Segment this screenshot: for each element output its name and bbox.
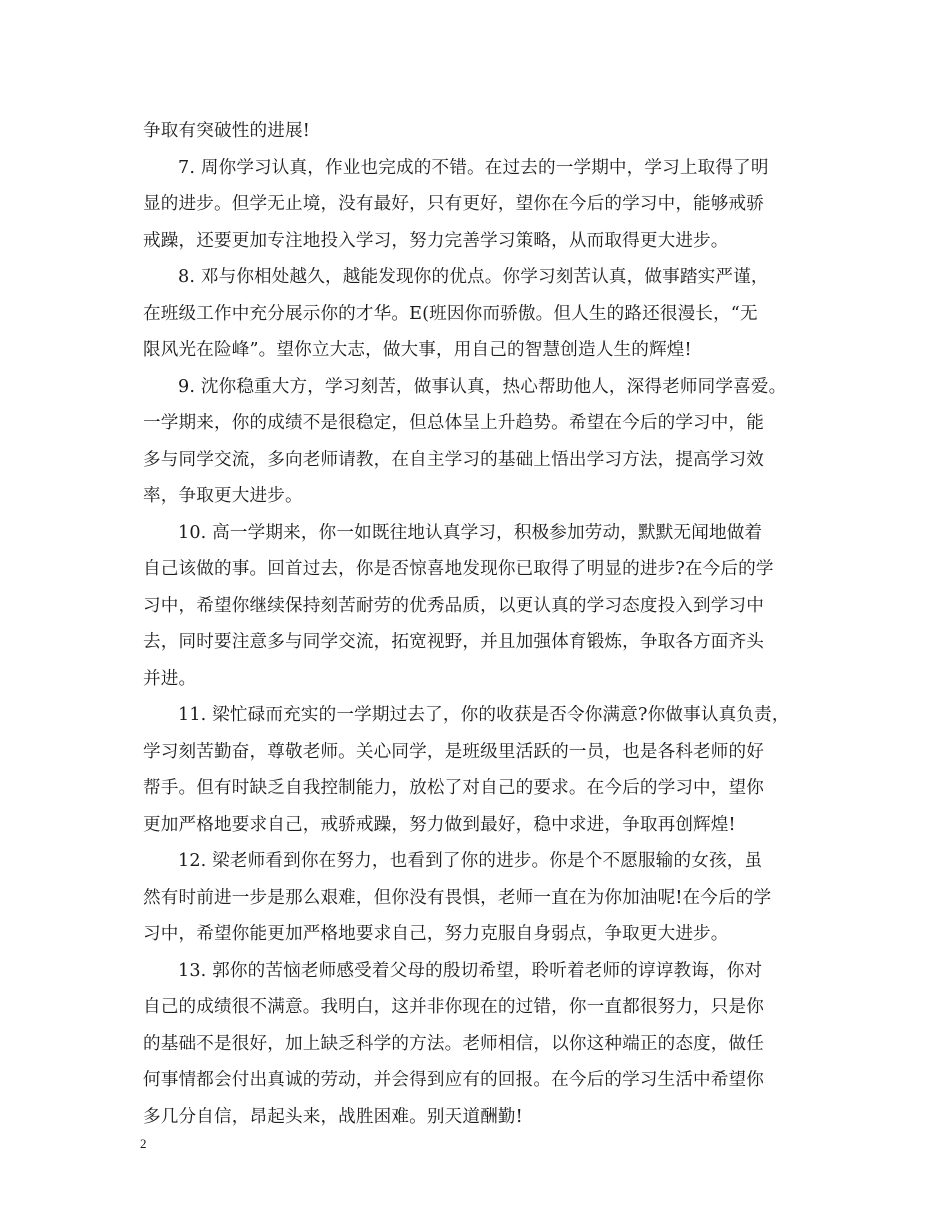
text-line: 学习刻苦勤奋，尊敬老师。关心同学，是班级里活跃的一员，也是各科老师的好: [143, 741, 765, 762]
text-line: 争取有突破性的进展!: [143, 121, 310, 141]
paragraph-start-line: 7. 周你学习认真，作业也完成的不错。在过去的一学期中，学习上取得了明: [178, 157, 769, 178]
text-line: 去，同时要注意多与同学交流，拓宽视野，并且加强体育锻炼，争取各方面齐头: [143, 632, 765, 652]
page-number: 2: [140, 1136, 147, 1151]
text-line: 自己该做的事。回首过去，你是否惊喜地发现你已取得了明显的进步?在今后的学: [143, 559, 774, 579]
text-line: 限风光在险峰”。望你立大志，做大事，用自己的智慧创造人生的辉煌!: [143, 340, 692, 360]
text-line: 在班级工作中充分展示你的才华。E(班因你而骄傲。但人生的路还很漫长，“无: [143, 303, 758, 324]
paragraph-start-line: 11. 梁忙碌而充实的一学期过去了，你的收获是否令你满意?你做事认真负责，: [178, 705, 790, 725]
paragraph-start-line: 12. 梁老师看到你在努力，也看到了你的进步。你是个不愿服输的女孩，虽: [178, 851, 763, 871]
text-line: 自己的成绩很不满意。我明白，这并非你现在的过错，你一直都很努力，只是你: [143, 997, 765, 1017]
text-line: 何事情都会付出真诚的劳动，并会得到应有的回报。在今后的学习生活中希望你: [143, 1070, 765, 1090]
text-line: 习中，希望你继续保持刻苦耐劳的优秀品质，以更认真的学习态度投入到学习中: [143, 595, 765, 616]
text-line: 习中，希望你能更加严格地要求自己，努力克服自身弱点，争取更大进步。: [143, 924, 729, 944]
paragraph-start-line: 8. 邓与你相处越久，越能发现你的优点。你学习刻苦认真，做事踏实严谨，: [178, 267, 769, 287]
document-body: [143, 113, 815, 1135]
paragraph-start-line: 10. 高一学期来，你一如既往地认真学习，积极参加劳动，默默无闻地做着: [178, 522, 763, 543]
text-line: 更加严格地要求自己，戒骄戒躁，努力做到最好，稳中求进，争取再创辉煌!: [143, 814, 736, 835]
text-line: 显的进步。但学无止境，没有最好，只有更好，望你在今后的学习中，能够戒骄: [143, 194, 765, 214]
text-line: 然有时前进一步是那么艰难，但你没有畏惧，老师一直在为你加油呢!在今后的学: [143, 887, 772, 908]
paragraph-start-line: 9. 沈你稳重大方，学习刻苦，做事认真，热心帮助他人，深得老师同学喜爱。: [178, 376, 787, 397]
text-line: 并进。: [143, 668, 197, 689]
text-line: 一学期来，你的成绩不是很稳定，但总体呈上升趋势。希望在今后的学习中，能: [143, 413, 765, 433]
text-line: 戒躁，还要更加专注地投入学习，努力完善学习策略，从而取得更大进步。: [143, 230, 729, 251]
text-line: 多与同学交流，多向老师请教，在自主学习的基础上悟出学习方法，提高学习效: [143, 449, 765, 470]
text-line: 多几分自信，昂起头来，战胜困难。别天道酬勤!: [143, 1106, 523, 1127]
text-line: 的基础不是很好，加上缺乏科学的方法。老师相信，以你这种端正的态度，做任: [143, 1033, 765, 1054]
text-line: 率，争取更大进步。: [143, 486, 303, 506]
paragraph-start-line: 13. 郭你的苦恼老师感受着父母的殷切希望，聆听着老师的谆谆教诲，你对: [178, 960, 763, 981]
text-line: 帮手。但有时缺乏自我控制能力，放松了对自己的要求。在今后的学习中，望你: [143, 778, 765, 798]
